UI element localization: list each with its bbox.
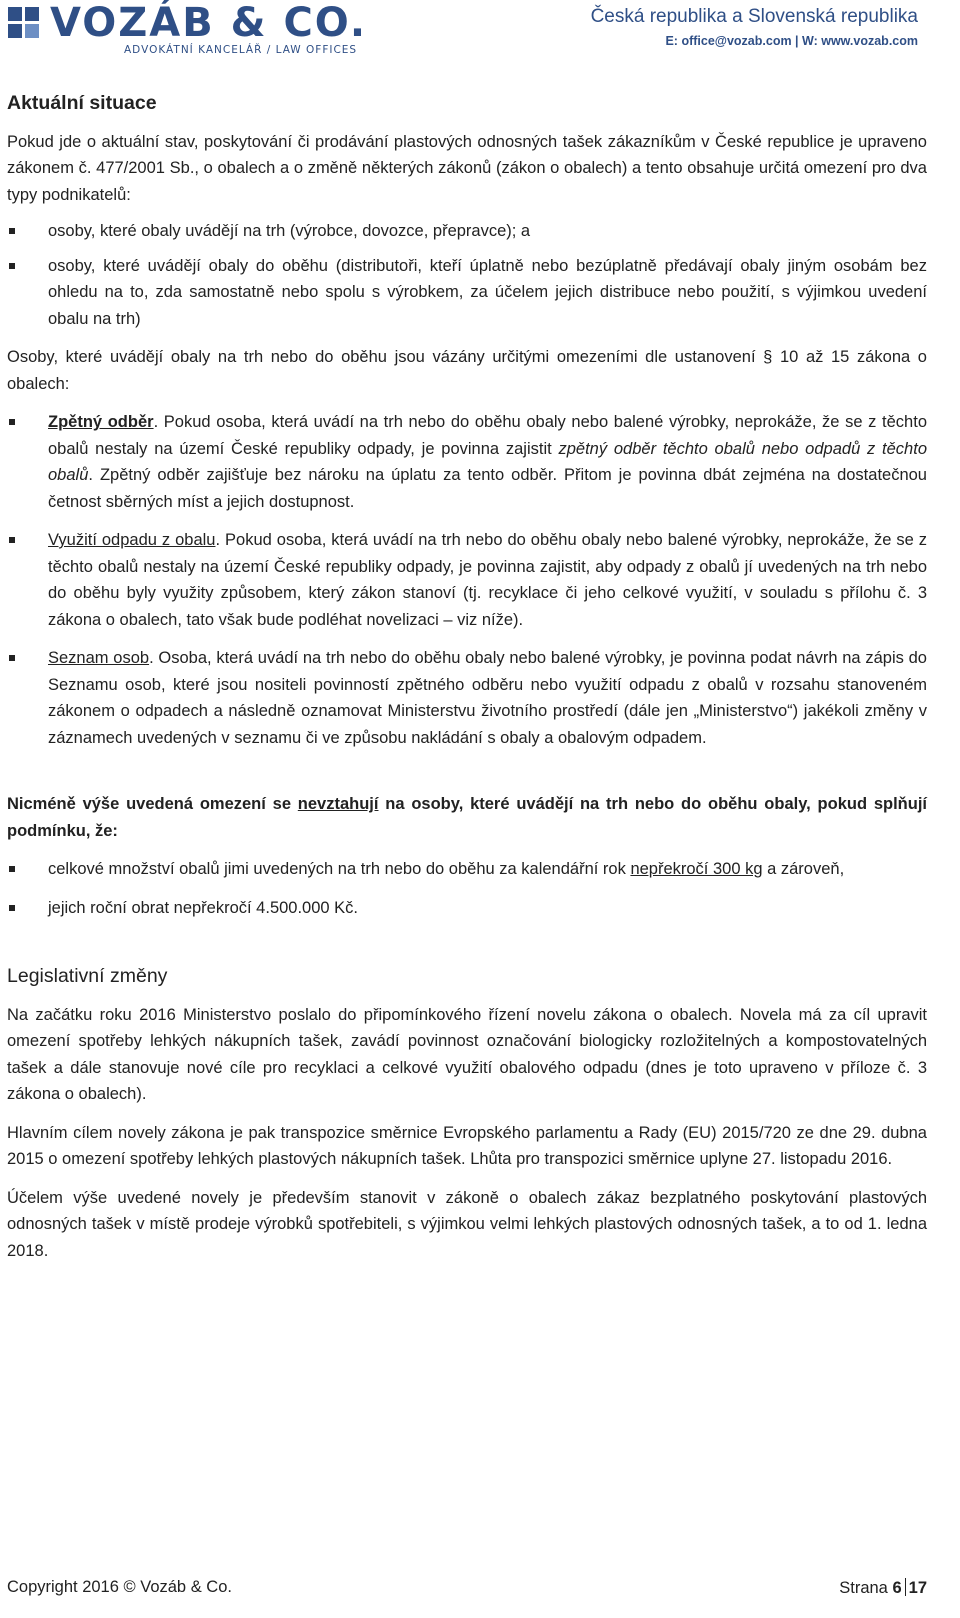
condition-text: a zároveň, (762, 860, 845, 878)
restriction-text: . Pokud osoba, která uvádí na trh nebo do oběhu obaly nebo balené výrobky, neprokáže, že se z těchto obalů nestaly na území České republiky odpady, je povinna zajistit, aby odpady z obalů jí uvedených na trh nebo do oběhu byly využity způsobem, který zákon stanoví (tj. recyklace či jeho celkové využití, v souladu s přílohu č. 3 zákona o obalech, tato však bude podléhat novelizaci – viz níže). (48, 531, 927, 629)
page-number (839, 1578, 927, 1598)
header-info (591, 6, 918, 48)
intro-paragraph: Pokud jde o aktuální stav, poskytování či prodávání plastových odnosných tašek zákazníkům v České republice je upraveno zákonem č. 477/2001 Sb., o obalech a o změně některých zákonů (zákon o obalech) a tento obsahuje určitá omezení pro dva typy podnikatelů: (7, 132, 927, 204)
restrictions-intro: Osoby, které uvádějí obaly na trh nebo do oběhu jsou vázány určitými omezeními dle ustanovení § 10 až 15 zákona o obalech: (7, 348, 927, 393)
restriction-text: . Pokud osoba, která uvádí na trh nebo do oběhu obaly nebo balené výrobky, neprokáže, že se z těchto obalů nestaly na území České republiky odpady, je povinna zajistit (48, 413, 927, 458)
business-types-list (7, 218, 927, 332)
restriction-italic: zpětný odběr těchto obalů nebo odpadů z těchto obalů (48, 439, 927, 484)
legislation-paragraph-3: Účelem výše uvedené novely je především stanovit v zákoně o obalech zákaz bezplatného poskytování plastových odnosných tašek v místě prodeje výrobků spotřebiteli, s výjimkou velmi lehkých plastových odnosných tašek, a to od 1. ledna 2018. (7, 1188, 927, 1260)
logo-name: VOZÁB & CO. (50, 0, 368, 46)
list-item-waste-use (7, 527, 927, 633)
logo-mark (8, 7, 40, 39)
legislation-paragraph-2: Hlavním cílem novely zákona je pak transpozice směrnice Evropského parlamentu a Rady (EU) 2015/720 ze dne 29. dubna 2015 o omezení spotřeby lehkých plastových nákupních tašek. Lhůta pro transpozici směrnice uplyne 27. listopadu 2016. (7, 1123, 927, 1168)
restriction-title: Využití odpadu z obalu (48, 531, 216, 549)
list-item: jejich roční obrat nepřekročí 4.500.000 Kč. (7, 895, 927, 922)
restriction-title: Seznam osob (48, 649, 150, 667)
exemption-emphasis: nevztahují (297, 795, 379, 813)
exemption-conditions-list (7, 856, 927, 921)
section-heading-legislative-changes: Legislativní změny (7, 965, 168, 987)
footer-copyright: Copyright 2016 © Vozáb & Co. (7, 1578, 232, 1596)
list-item (7, 856, 927, 883)
restrictions-list (7, 409, 927, 751)
document-body (7, 90, 927, 1264)
restriction-text: . Osoba, která uvádí na trh nebo do oběhu obaly nebo balené výrobky, je povinna podat návrh na zápis do Seznamu osob, které jsou nositeli povinností zpětného odběru nebo využití odpadu z obalů v rozsahu stanoveném zákonem o odpadech a následně oznamovat Ministerstvu životního prostředí (dále jen „Ministerstvo“) jakékoli změny v záznamech uvedených v seznamu či ve způsobu nakládání s obaly a obalovým odpadem. (48, 649, 927, 747)
restriction-text: . Zpětný odběr zajišťuje bez nároku na úplatu za tento odběr. Přitom je povinna dbát zejména na dostatečnou četnost sběrných míst a jejich dostupnost. (48, 466, 927, 511)
page-label: Strana (839, 1579, 893, 1597)
section-heading-current-situation: Aktuální situace (7, 92, 157, 114)
list-item: osoby, které obaly uvádějí na trh (výrobce, dovozce, přepravce); a (7, 218, 927, 245)
exemption-text: Nicméně výše uvedená omezení se (7, 795, 298, 813)
list-item-take-back (7, 409, 927, 515)
legislation-paragraph-1: Na začátku roku 2016 Ministerstvo poslalo do připomínkového řízení novelu zákona o obalech. Novela má za cíl upravit omezení spotřeby lehkých nákupních tašek, zavádí povinnost označování biologicky rozložitelných a kompostovatelných tašek a dále stanovuje nové cíle pro recyklaci a celkové využití obalového odpadu (dnes je toto upraveno v příloze č. 3 zákona o obalech). (7, 1005, 927, 1103)
header-country: Česká republika a Slovenská republika (590, 6, 918, 27)
page-header (0, 0, 960, 62)
page-total: 17 (908, 1579, 927, 1597)
list-item: osoby, které uvádějí obaly do oběhu (distributoři, kteří úplatně nebo bezúplatně předávají obaly jiným osobám bez ohledu na to, zda samostatně nebo spolu s výrobkem, za účelem jejich distribuce nebo použití, s výjimkou uvedení obalu na trh) (7, 253, 927, 333)
header-contact: E: office@vozab.com | W: www.vozab.com (665, 34, 918, 48)
exemption-text: na osoby, které uvádějí na trh nebo do oběhu obaly, pokud splňují podmínku, že: (7, 795, 927, 840)
page-separator (905, 1578, 906, 1596)
company-logo (8, 0, 393, 58)
condition-emphasis: nepřekročí 300 kg (630, 860, 763, 878)
list-item-register (7, 645, 927, 751)
condition-text: celkové množství obalů jimi uvedených na trh nebo do oběhu za kalendářní rok (48, 860, 631, 878)
exemption-lead (7, 791, 927, 844)
page-current: 6 (892, 1579, 902, 1597)
restriction-title: Zpětný odběr (48, 413, 154, 431)
logo-tagline: ADVOKÁTNÍ KANCELÁŘ / LAW OFFICES (124, 44, 358, 56)
